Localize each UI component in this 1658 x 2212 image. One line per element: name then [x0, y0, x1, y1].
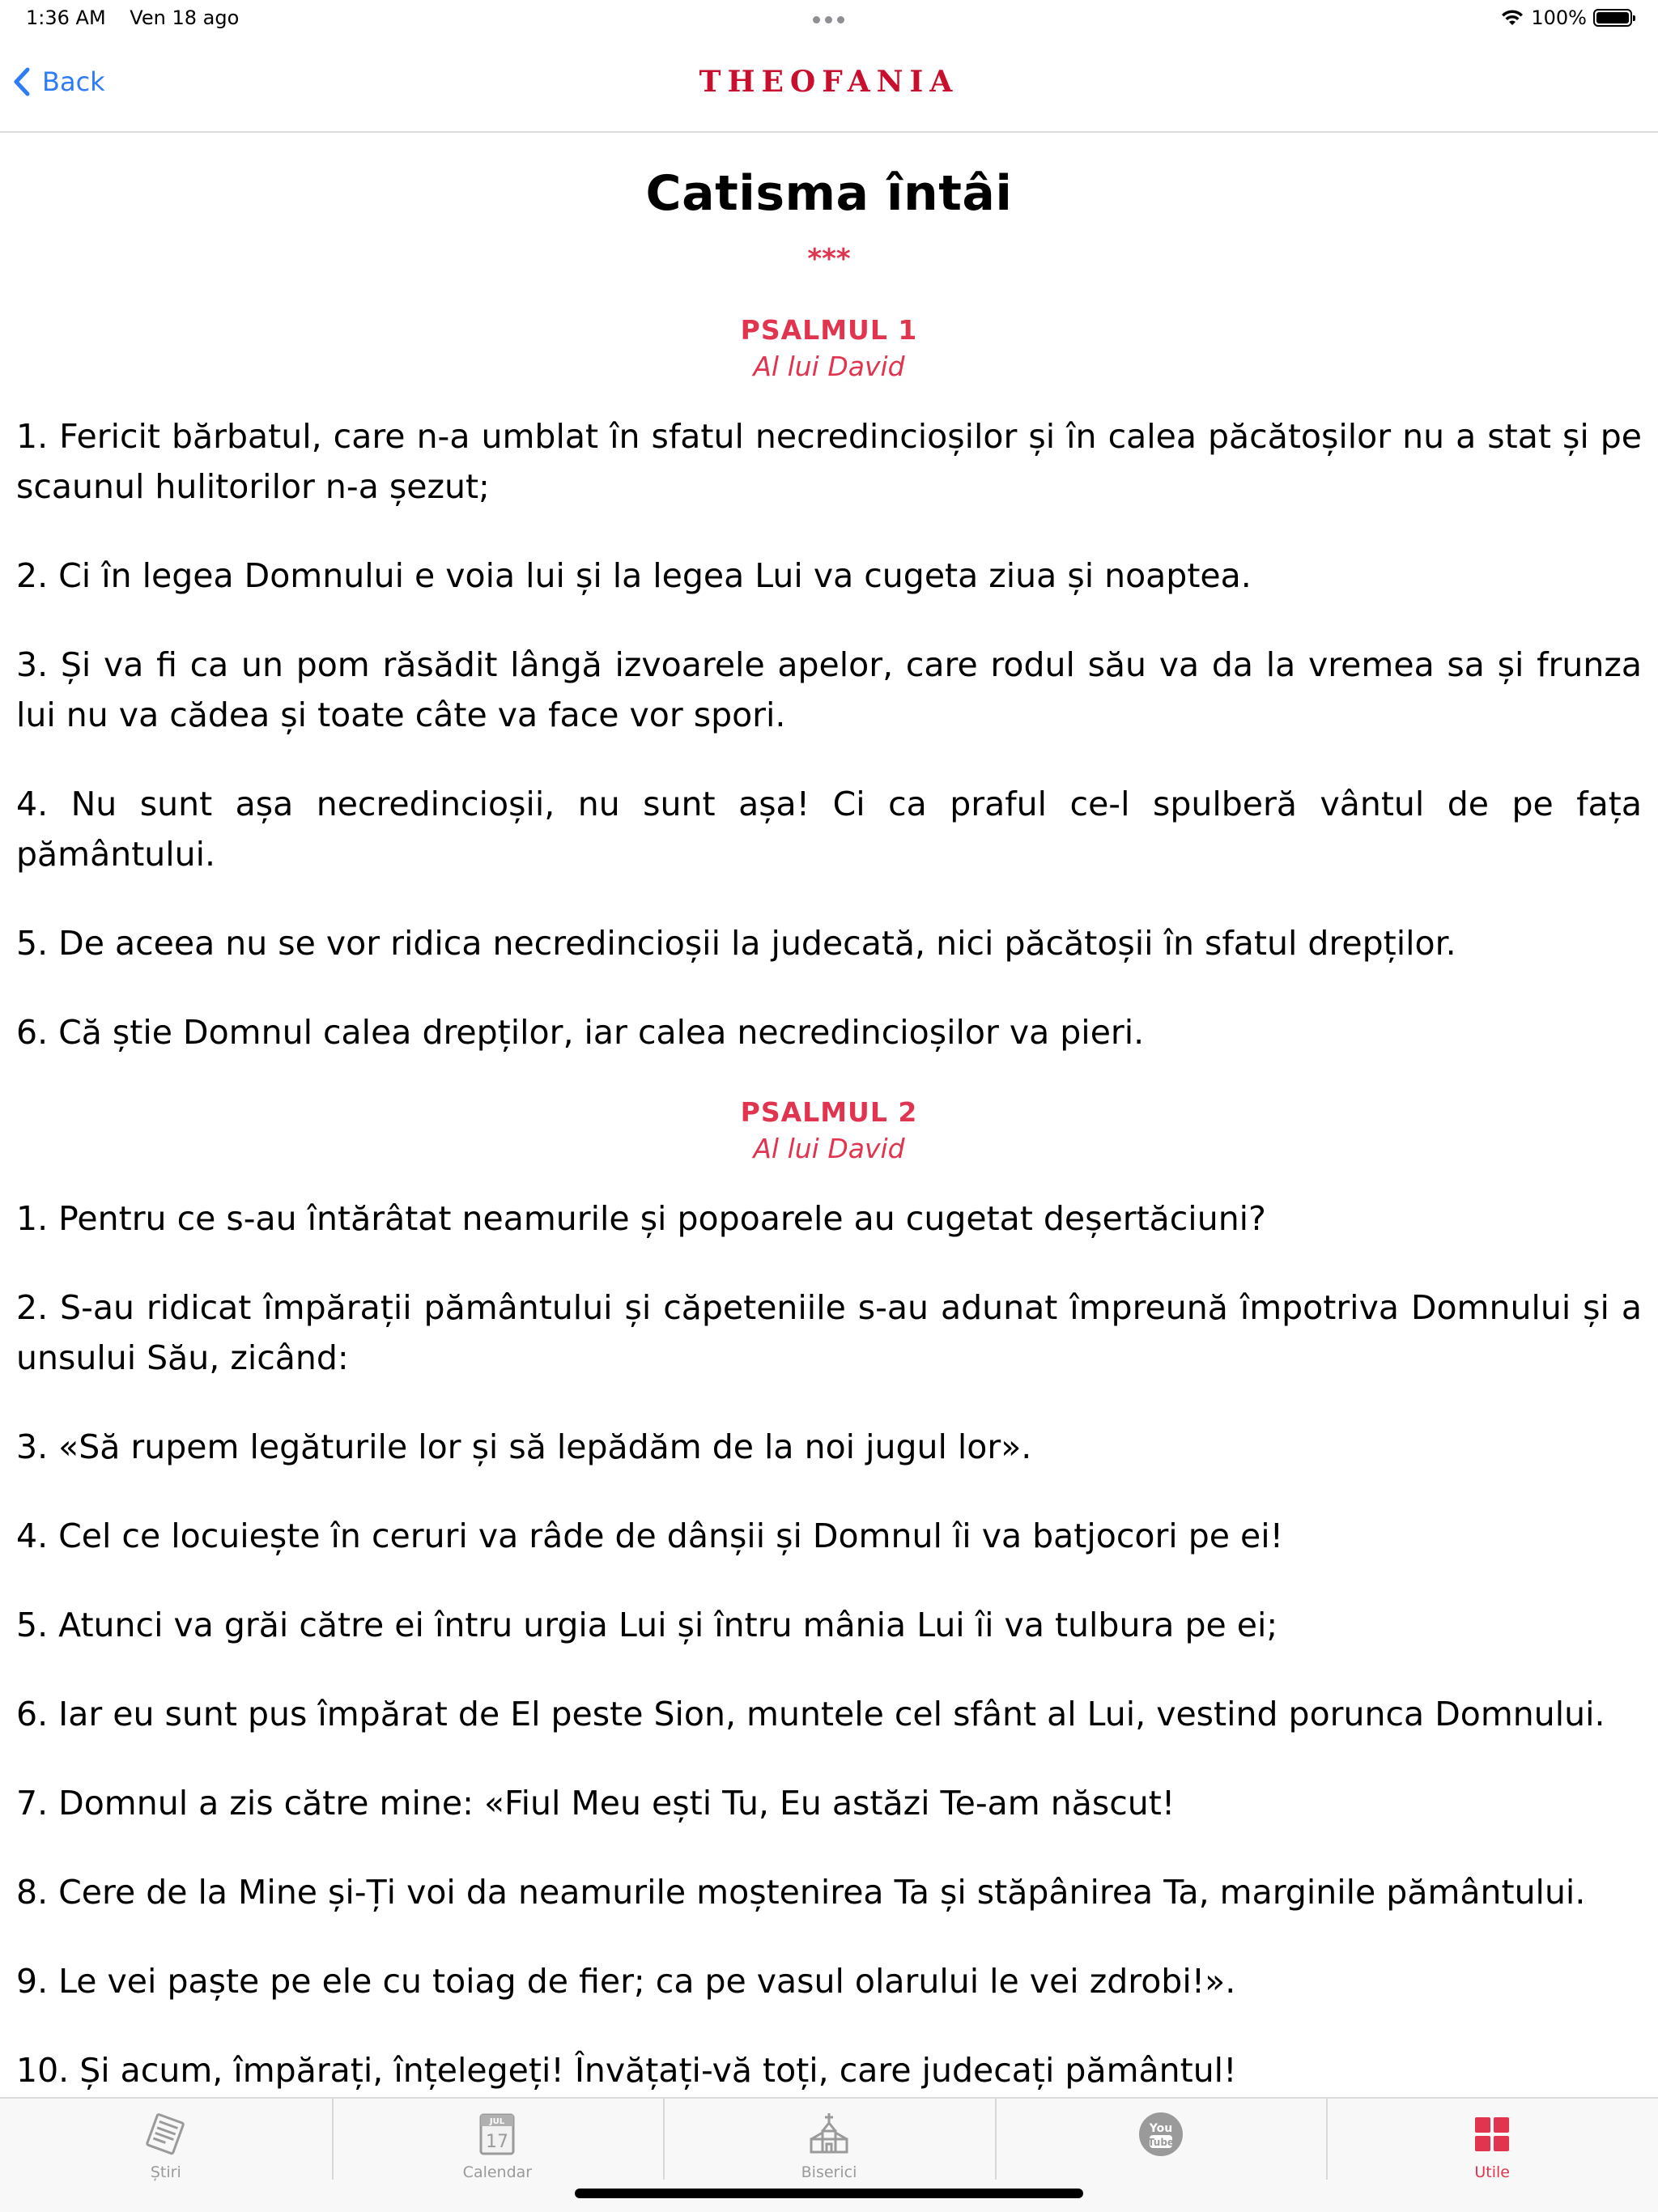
page-title: Catisma întâi	[645, 165, 1013, 222]
psalm-heading	[16, 1096, 1642, 1164]
calendar-icon	[473, 2110, 521, 2159]
verse: 1. Fericit bărbatul, care n-a umblat în sfatul necredincioșilor și în calea păcătoșilor nu a stat și pe scaunul hulitorilor n-a șezut;	[16, 417, 1642, 506]
verse: 2. Ci în legea Domnului e voia lui și la legea Lui va cugeta ziua și noaptea.	[16, 556, 1252, 595]
reading-content[interactable]	[0, 134, 1658, 2097]
status-time: 1:36 AM	[26, 6, 106, 29]
navigation-bar	[0, 39, 1658, 133]
multitasking-dots-icon[interactable]	[813, 16, 845, 24]
status-bar	[0, 0, 1658, 39]
status-time-date	[26, 6, 257, 29]
psalm-subtitle: Al lui David	[753, 351, 905, 382]
verse: 4. Nu sunt așa necredincioșii, nu sunt așa! Ci ca praful ce-l spulberă vântul de pe fața pământului.	[16, 785, 1642, 874]
youtube-icon	[1137, 2110, 1185, 2159]
psalm-section	[16, 1096, 1642, 2095]
wifi-icon	[1500, 9, 1524, 27]
verse: 4. Cel ce locuiește în ceruri va râde de dânșii și Domnul îi va batjocori pe ei!	[16, 1516, 1284, 1555]
battery-percent: 100%	[1531, 6, 1587, 29]
tab-label: Știri	[150, 2163, 181, 2181]
tab-label: Utile	[1474, 2163, 1510, 2181]
verse: 5. Atunci va grăi către ei întru urgia Lui și întru mânia Lui îi va tulbura pe ei;	[16, 1606, 1278, 1644]
verse: 8. Cere de la Mine și-Ți voi da neamurile moștenirea Ta și stăpânirea Ta, marginile pământului.	[16, 1873, 1586, 1912]
tab-utile[interactable]	[1326, 2099, 1658, 2212]
home-indicator[interactable]	[575, 2189, 1083, 2198]
youtube-text-top: You	[1149, 2122, 1172, 2135]
title-ornament: ***	[807, 243, 851, 275]
calendar-day: 17	[486, 2132, 509, 2152]
calendar-month: JUL	[490, 2117, 505, 2126]
tab-label: Biserici	[801, 2163, 857, 2181]
verse: 2. S-au ridicat împărații pământului și căpeteniile s-au adunat împreună împotriva Domnului și a unsului Său, zicând:	[16, 1288, 1642, 1377]
verse: 1. Pentru ce s-au întărâtat neamurile și popoarele au cugetat deșertăciuni?	[16, 1199, 1266, 1238]
psalm-title: PSALMUL 2	[740, 1096, 918, 1128]
back-label: Back	[42, 66, 105, 97]
youtube-text-bottom: Tube	[1147, 2137, 1174, 2148]
verse: 7. Domnul a zis către mine: «Fiul Meu ești Tu, Eu astăzi Te-am născut!	[16, 1784, 1175, 1823]
church-icon	[805, 2110, 853, 2159]
verse: 3. Și va fi ca un pom răsădit lângă izvoarele apelor, care rodul său va da la vremea sa și frunza lui nu va cădea și toate câte va face vor spori.	[16, 645, 1642, 734]
app-logo: THEOFANIA	[699, 65, 959, 99]
status-indicators	[1500, 6, 1632, 29]
tab-label: Calendar	[462, 2163, 533, 2181]
psalm-title: PSALMUL 1	[740, 314, 918, 346]
tab-stiri[interactable]	[0, 2099, 332, 2212]
newspaper-icon	[142, 2110, 190, 2159]
verse: 9. Le vei paște pe ele cu toiag de fier; ca pe vasul olarului le vei zdrobi!».	[16, 1962, 1236, 2001]
grid-icon	[1468, 2110, 1516, 2159]
battery-icon	[1593, 9, 1632, 27]
psalm-subtitle: Al lui David	[753, 1133, 905, 1164]
verse: 5. De aceea nu se vor ridica necredincioșii la judecată, nici păcătoșii în sfatul drepților.	[16, 924, 1456, 963]
verse: 6. Iar eu sunt pus împărat de El peste Sion, muntele cel sfânt al Lui, vestind porunca Domnului.	[16, 1695, 1605, 1733]
psalm-section	[16, 314, 1642, 1057]
verse: 6. Că știe Domnul calea drepților, iar calea necredincioșilor va pieri.	[16, 1013, 1145, 1052]
status-date: Ven 18 ago	[130, 6, 240, 29]
verse: 3. «Să rupem legăturile lor și să lepădăm de la noi jugul lor».	[16, 1427, 1032, 1466]
verse: 10. Și acum, împărați, înțelegeți! Învățați-vă toți, care judecați pământul!	[16, 2051, 1237, 2090]
psalm-heading	[16, 314, 1642, 382]
